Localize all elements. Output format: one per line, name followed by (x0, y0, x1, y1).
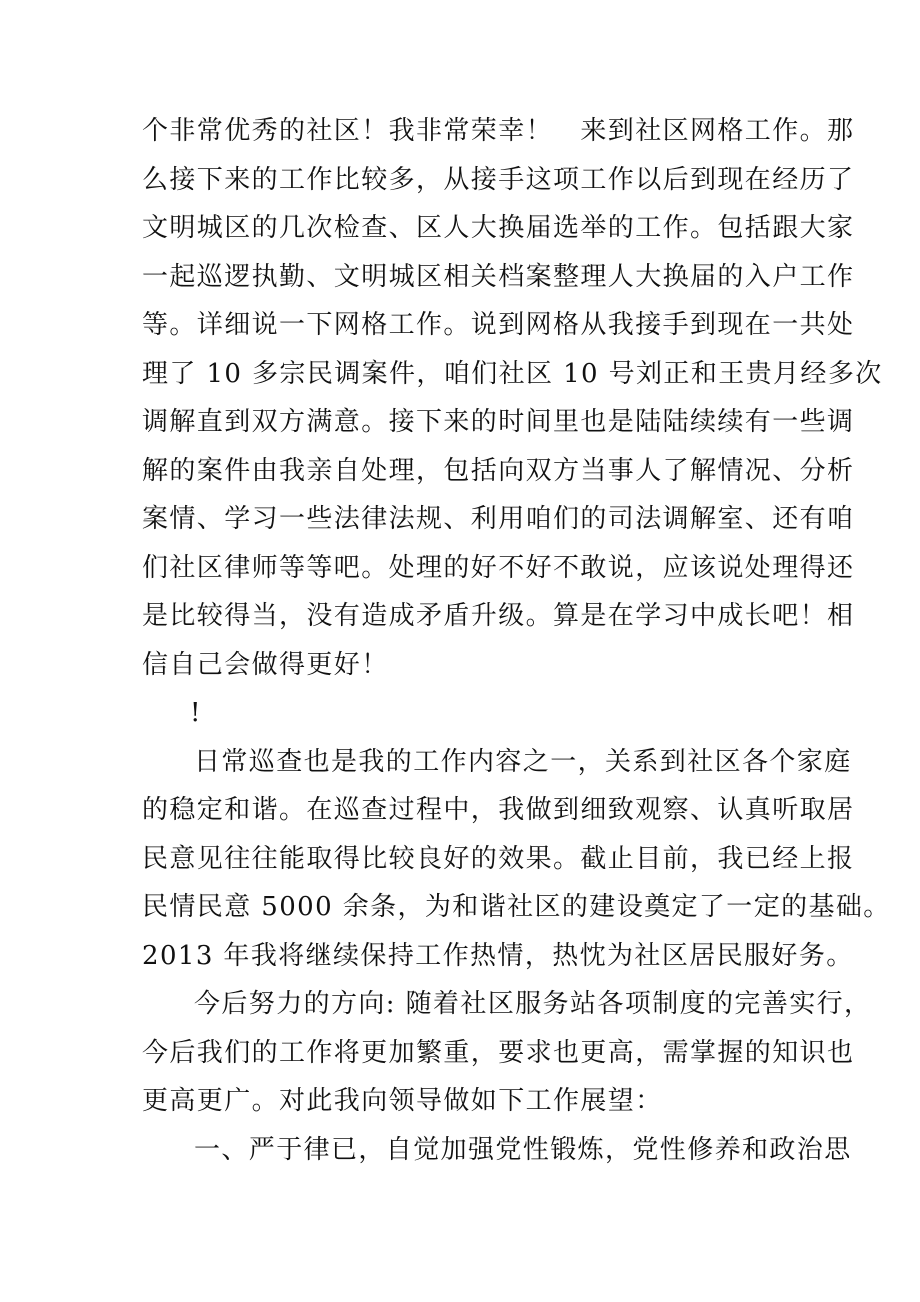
text-line: 一、严于律已，自觉加强党性锻炼，党性修养和政治思 (194, 1134, 852, 1165)
text-line: 调解直到双方满意。接下来的时间里也是陆陆续续有一些调 (142, 407, 855, 437)
text-line: 案情、学习一些法律法规、利用咱们的司法调解室、还有咱 (142, 504, 855, 534)
document-body (142, 107, 891, 1174)
text-line: 更高更广。对此我向领导做如下工作展望： (142, 1086, 663, 1116)
paragraph-exclamation-mark (142, 689, 782, 738)
text-line: 们社区律师等等吧。处理的好不好不敢说，应该说处理得还 (142, 552, 855, 583)
text-line: 今后努力的方向: 随着社区服务站各项制度的完善实行， (194, 989, 872, 1019)
text-line: 解的案件由我亲自处理，包括向双方当事人了解情况、分析 (142, 455, 855, 486)
text-line: 个非常优秀的社区！我非常荣幸！ 来到社区网格工作。那 (142, 116, 855, 146)
text-line: 理了 10 多宗民调案件，咱们社区 10 号刘正和王贵月经多次 (142, 358, 883, 389)
text-line: 民意见往往能取得比较良好的效果。截止目前，我已经上报 (142, 843, 855, 874)
exclamation-mark: ! (190, 698, 202, 728)
text-line: 一起巡逻执勤、文明城区相关档案整理人大换届的入户工作 (142, 261, 855, 292)
text-line: 2013 年我将继续保持工作热情，热忱为社区居民服好务。 (142, 940, 854, 971)
paragraph-community-work (142, 107, 883, 689)
paragraph-future-direction (142, 980, 872, 1126)
text-line: 么接下来的工作比较多，从接手这项工作以后到现在经历了 (142, 164, 855, 195)
text-line: 是比较得当，没有造成矛盾升级。算是在学习中成长吧！相 (142, 601, 855, 631)
text-line: 文明城区的几次检查、区人大换届选举的工作。包括跟大家 (142, 213, 855, 243)
text-line: 日常巡查也是我的工作内容之一，关系到社区各个家庭 (194, 746, 852, 777)
text-line: 民情民意 5000 余条，为和谐社区的建设奠定了一定的基础。 (142, 892, 891, 922)
paragraph-outlook-item-one (142, 1126, 852, 1175)
paragraph-daily-inspection (142, 738, 891, 981)
text-line: 今后我们的工作将更加繁重，要求也更高，需掌握的知识也 (142, 1037, 855, 1068)
text-line: 信自己会做得更好！ (142, 649, 389, 680)
text-line: 的稳定和谐。在巡查过程中，我做到细致观察、认真听取居 (142, 795, 855, 825)
text-line: 等。详细说一下网格工作。说到网格从我接手到现在一共处 (142, 310, 855, 340)
